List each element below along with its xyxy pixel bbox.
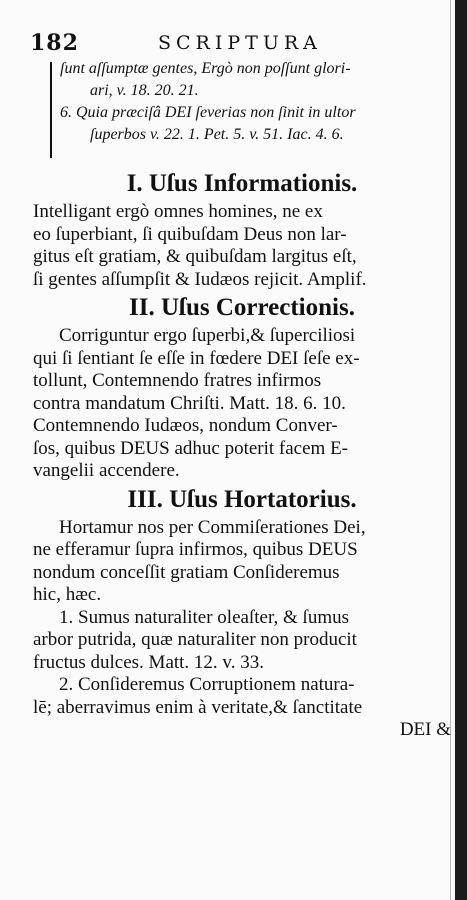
running-title: SCRIPTURA <box>158 32 322 54</box>
page-gutter-edge <box>455 0 467 900</box>
section-heading-correctionis: II. Uſus Correctionis. <box>129 294 355 321</box>
text-line: lē; aberravimus enim à veritate,& ſanctitate <box>33 696 363 718</box>
paragraph-correctionis <box>33 325 451 483</box>
body-text <box>33 167 451 742</box>
note-line: ſuperbos v. 22. 1. Pet. 5. v. 51. Iac. 4. 6. <box>90 126 344 143</box>
text-line: fructus dulces. Matt. 12. v. 33. <box>33 651 264 673</box>
margin-bracket <box>50 62 56 158</box>
text-line: Contemnendo Iudæos, nondum Conver- <box>33 415 338 436</box>
text-line: Corriguntur ergo ſuperbi,& ſuperciliosi <box>59 325 356 346</box>
page-header <box>30 30 450 54</box>
note-line: ſunt aſſumptæ gentes, Ergò non poſſunt glori- <box>60 60 351 77</box>
section-heading-hortatorius: III. Uſus Hortatorius. <box>127 485 357 513</box>
text-line: ſos, quibus DEUS adhuc poterit facem E- <box>33 437 349 459</box>
note-line: ari, v. 18. 20. 21. <box>90 82 199 99</box>
paragraph-informationis <box>33 201 451 291</box>
marginal-notes <box>60 58 452 146</box>
text-line: 2. Conſideremus Corruptionem natura- <box>59 674 355 695</box>
text-line: hic, hæc. <box>33 584 102 605</box>
section-heading-informationis: I. Uſus Informationis. <box>126 170 358 197</box>
text-line: vangelii accendere. <box>33 460 180 481</box>
catchword: DEI & <box>399 719 451 740</box>
text-line: nondum conceſſit gratiam Conſideremus <box>33 561 340 583</box>
paragraph-hortatorius <box>33 517 451 742</box>
text-line: ne efferamur ſupra infirmos, quibus DEUS <box>33 539 358 560</box>
text-line: eo ſuperbiant, ſi quibuſdam Deus non lar- <box>33 223 347 245</box>
text-line: ſi gentes aſſumpſit & Iudæos rejicit. Amplif. <box>33 268 367 290</box>
text-line: 1. Sumus naturaliter oleaſter, & ſumus <box>59 606 349 628</box>
text-line: arbor putrida, quæ naturaliter non producit <box>33 629 357 650</box>
text-line: Intelligant ergò omnes homines, ne ex <box>33 201 323 222</box>
text-line: Hortamur nos per Commiſerationes Dei, <box>59 516 366 538</box>
text-line: contra mandatum Chriſti. Matt. 18. 6. 10. <box>33 392 346 414</box>
text-line: qui ſi ſentiant ſe eſſe in fœdere DEI ſeſe ex- <box>33 347 360 369</box>
page-number: 182 <box>30 30 79 56</box>
text-line: tollunt, Contemnendo fratres infirmos <box>33 370 322 391</box>
note-line: 6. Quia præciſâ DEI ſeverias non ſinit in ultor <box>60 104 356 121</box>
text-line: gitus eſt gratiam, & quibuſdam largitus eſt, <box>33 246 357 267</box>
